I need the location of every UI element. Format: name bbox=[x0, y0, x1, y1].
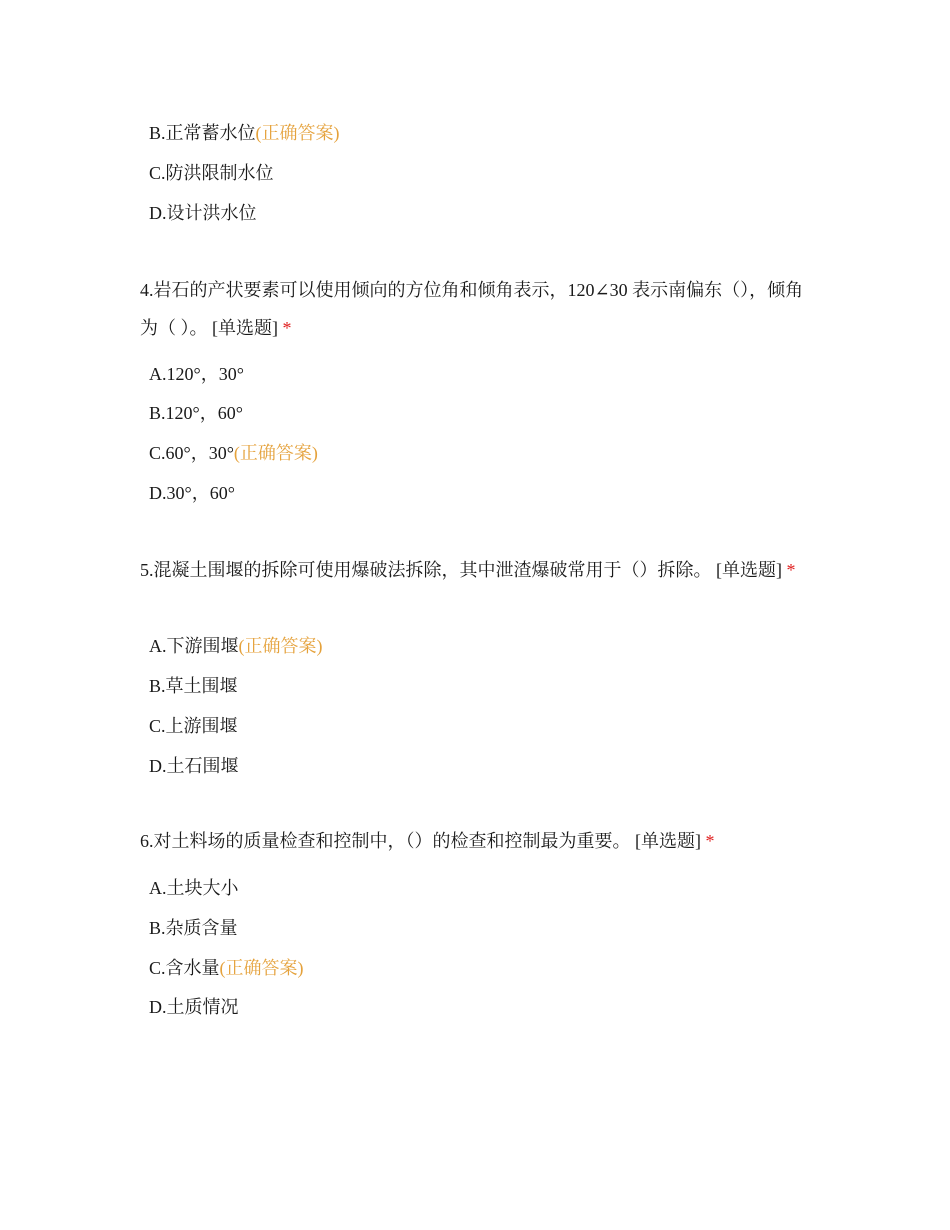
q6-option-b bbox=[149, 916, 238, 940]
q6-option-a bbox=[149, 876, 239, 900]
option-text: C.防洪限制水位 bbox=[149, 163, 274, 183]
q5-option-b bbox=[149, 674, 238, 698]
question-type: [单选题] bbox=[635, 831, 701, 851]
q5-option-d bbox=[149, 754, 239, 778]
option-text: A.土块大小 bbox=[149, 878, 239, 898]
option-text: C.含水量 bbox=[149, 958, 220, 978]
question-text: 5.混凝土围堰的拆除可使用爆破法拆除，其中泄渣爆破常用于（）拆除。 bbox=[140, 560, 712, 580]
option-text: B.正常蓄水位 bbox=[149, 123, 256, 143]
option-text: A.120°，30° bbox=[149, 364, 244, 384]
q5-option-a bbox=[149, 634, 323, 658]
q6-question bbox=[140, 822, 810, 860]
required-mark: * bbox=[705, 831, 715, 851]
option-text: D.设计洪水位 bbox=[149, 203, 257, 223]
question-text: 4.岩石的产状要素可以使用倾向的方位角和倾角表示，120∠30 表示南偏东（），倾角为（ ）。 bbox=[140, 280, 804, 338]
option-text: D.30°，60° bbox=[149, 483, 235, 503]
option-text: B.120°，60° bbox=[149, 403, 243, 423]
q3-option-c bbox=[149, 161, 274, 185]
q3-option-b bbox=[149, 121, 340, 145]
q3-option-d bbox=[149, 201, 257, 225]
required-mark: * bbox=[786, 560, 796, 580]
option-text: C.60°，30° bbox=[149, 443, 234, 463]
option-text: A.下游围堰 bbox=[149, 636, 239, 656]
option-text: D.土石围堰 bbox=[149, 756, 239, 776]
q4-option-b bbox=[149, 401, 243, 425]
q6-option-c bbox=[149, 956, 304, 980]
correct-answer-tag: (正确答案) bbox=[238, 636, 323, 656]
required-mark: * bbox=[282, 318, 292, 338]
option-text: C.上游围堰 bbox=[149, 716, 238, 736]
q4-question bbox=[140, 271, 810, 347]
correct-answer-tag: (正确答案) bbox=[255, 123, 340, 143]
q4-option-d bbox=[149, 481, 235, 505]
option-text: D.土质情况 bbox=[149, 997, 239, 1017]
question-type: [单选题] bbox=[716, 560, 782, 580]
q5-option-c bbox=[149, 714, 238, 738]
q4-option-c bbox=[149, 441, 318, 465]
question-type: [单选题] bbox=[212, 318, 278, 338]
q4-option-a bbox=[149, 362, 244, 386]
correct-answer-tag: (正确答案) bbox=[233, 443, 318, 463]
option-text: B.杂质含量 bbox=[149, 918, 238, 938]
correct-answer-tag: (正确答案) bbox=[219, 958, 304, 978]
q6-option-d bbox=[149, 995, 239, 1019]
q5-question bbox=[140, 551, 810, 589]
question-text: 6.对土料场的质量检查和控制中，（）的检查和控制最为重要。 bbox=[140, 831, 631, 851]
option-text: B.草土围堰 bbox=[149, 676, 238, 696]
